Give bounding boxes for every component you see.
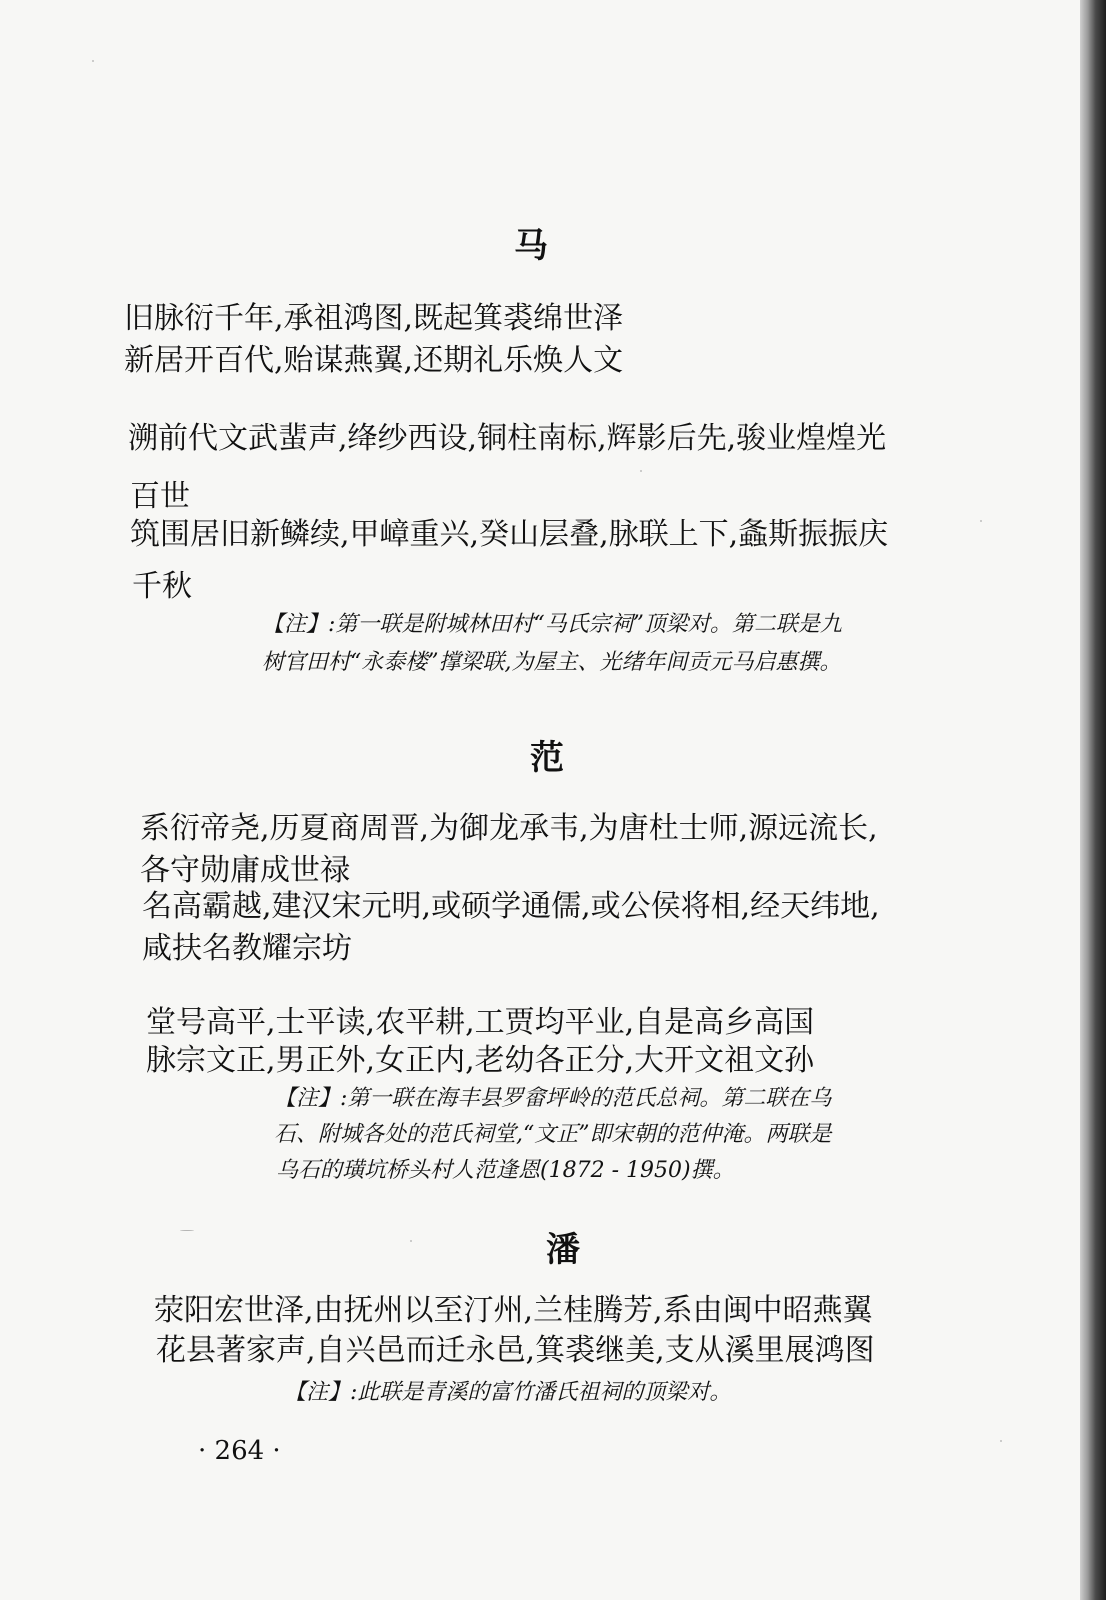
annotation-line: 乌石的璜坑桥头村人范逢恩(1872 - 1950)撰。 (276, 1158, 735, 1183)
couplet-line: 旧脉衍千年,承祖鸿图,既起箕裘绵世泽 (124, 301, 624, 336)
scan-speck (980, 520, 982, 522)
couplet-line: 名高霸越,建汉宋元明,或硕学通儒,或公侯将相,经天纬地, (142, 889, 880, 924)
page-number: · 264 · (198, 1436, 281, 1466)
couplet-line: 咸扶名教耀宗坊 (142, 931, 352, 966)
couplet-line: 脉宗文正,男正外,女正内,老幼各正分,大开文祖文孙 (146, 1043, 815, 1078)
couplet-line: 系衍帝尧,历夏商周晋,为御龙承韦,为唐杜士师,源远流长, (140, 811, 878, 846)
couplet-line: 各守勋庸成世禄 (140, 853, 350, 888)
scan-speck (92, 60, 94, 62)
couplet-line: 千秋 (132, 569, 192, 604)
annotation-line: 树官田村“永泰楼”撑梁联,为屋主、光绪年间贡元马启惠撰。 (262, 650, 842, 675)
scan-speck (1000, 1440, 1002, 1442)
scan-speck (410, 1240, 412, 1242)
scan-mark (180, 1230, 194, 1231)
couplet-line: 筑围居旧新鳞续,甲嶂重兴,癸山层叠,脉联上下,螽斯振振庆 (130, 517, 889, 552)
annotation-line: 【注】:第一联在海丰县罗畲坪岭的范氏总祠。第二联在乌 (274, 1086, 832, 1111)
couplet-line: 花县著家声,自兴邑而迁永邑,箕裘继美,支从溪里展鸿图 (156, 1333, 875, 1368)
couplet-line: 荥阳宏世泽,由抚州以至汀州,兰桂腾芳,系由闽中昭燕翼 (154, 1293, 873, 1328)
annotation-line: 【注】:第一联是附城林田村“马氏宗祠”顶梁对。第二联是九 (262, 612, 842, 637)
section-title-ma: 马 (514, 226, 548, 266)
couplet-line: 溯前代文武蜚声,绛纱西设,铜柱南标,辉影后先,骏业煌煌光 (128, 421, 887, 456)
annotation-line: 石、附城各处的范氏祠堂,“文正”即宋朝的范仲淹。两联是 (274, 1122, 832, 1147)
section-title-fan: 范 (530, 738, 564, 778)
annotation-line: 【注】:此联是青溪的富竹潘氏祖祠的顶梁对。 (284, 1380, 732, 1405)
couplet-line: 百世 (130, 479, 190, 514)
scan-speck (640, 470, 642, 472)
couplet-line: 新居开百代,贻谋燕翼,还期礼乐焕人文 (124, 343, 624, 378)
page-edge-shadow (1080, 0, 1106, 1600)
section-title-pan: 潘 (546, 1230, 580, 1270)
couplet-line: 堂号高平,士平读,农平耕,工贾均平业,自是高乡高国 (146, 1005, 815, 1040)
